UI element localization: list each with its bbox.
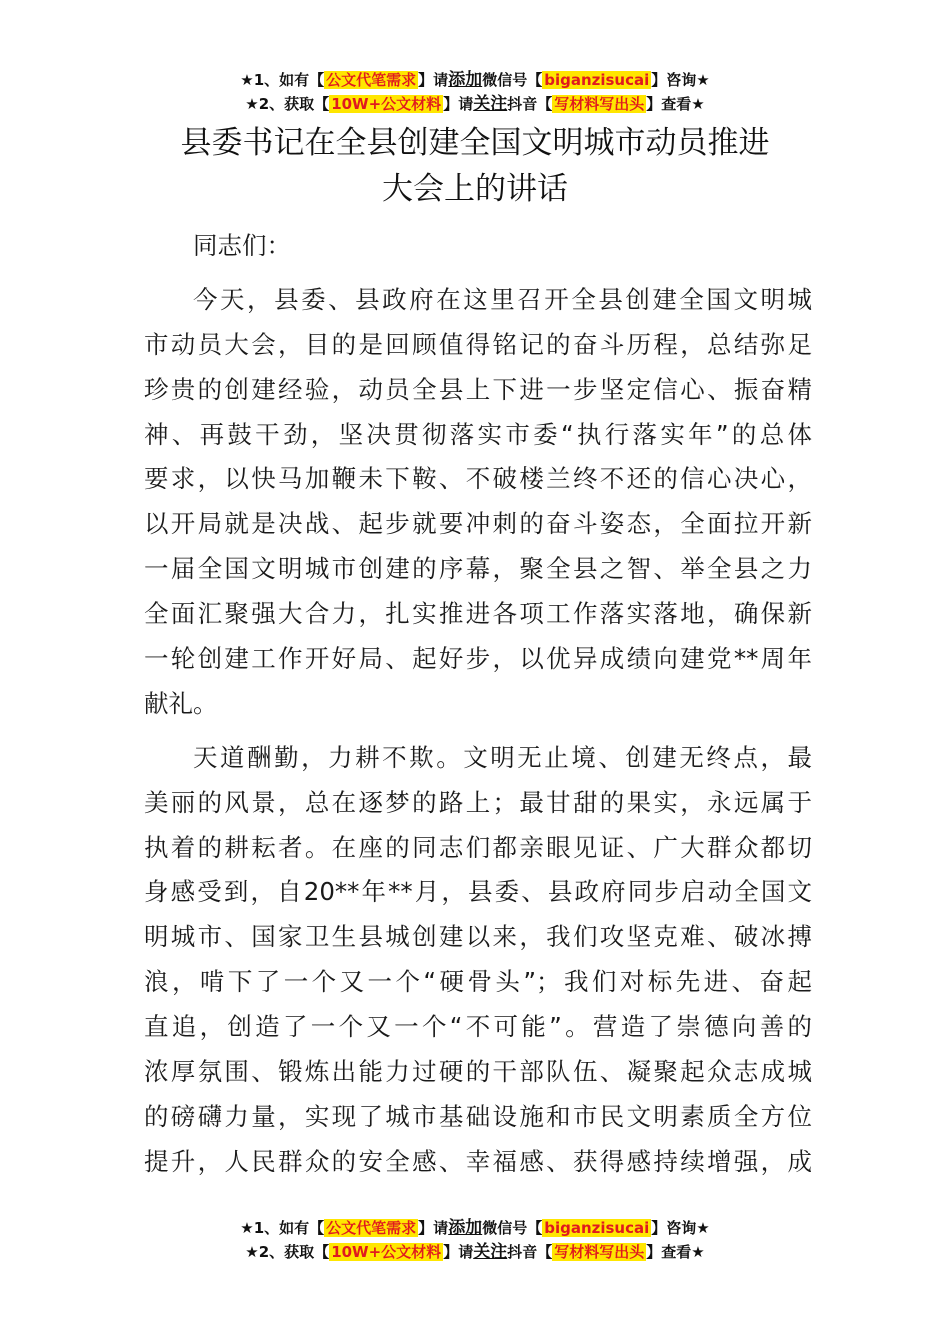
text-line: 执着的耕耘者。在座的同志们都亲眼见证、广大群众都切 xyxy=(144,832,812,862)
text-line: 今天，县委、县政府在这里召开全县创建全国文明城 xyxy=(193,284,812,314)
paragraph-2 xyxy=(144,736,812,1185)
banner-text: 】请 xyxy=(443,95,474,113)
banner-text: 】请 xyxy=(418,71,449,89)
document-title xyxy=(120,120,830,212)
banner-highlight: 10W+公文材料 xyxy=(331,95,442,113)
text-line: 市动员大会，目的是回顾值得铭记的奋斗历程，总结弥足 xyxy=(144,329,812,359)
banner-highlight: 写材料写出头 xyxy=(554,95,645,113)
title-line: 县委书记在全县创建全国文明城市动员推进 xyxy=(180,125,770,161)
text-line: 美丽的风景，总在逐梦的路上；最甘甜的果实，永远属于 xyxy=(144,787,812,817)
banner-line-1 xyxy=(0,1216,950,1240)
banner-text: ★2、获取【 xyxy=(245,95,330,113)
text-line: 的磅礴力量，实现了城市基础设施和市民文明素质全方位 xyxy=(144,1101,812,1131)
banner-highlight: 10W+公文材料 xyxy=(331,1243,442,1261)
banner-text: ★1、如有【 xyxy=(240,71,325,89)
banner-text: 抖音【 xyxy=(507,1243,553,1261)
header-banner xyxy=(0,68,950,116)
banner-highlight: 公文代笔需求 xyxy=(326,1219,417,1237)
banner-highlight: biganzisucai xyxy=(544,71,650,89)
banner-text: 抖音【 xyxy=(507,95,553,113)
banner-text: ★2、获取【 xyxy=(245,1243,330,1261)
text-line: 一届全国文明城市创建的序幕，聚全县之智、举全县之力 xyxy=(144,554,812,584)
banner-highlight: 公文代笔需求 xyxy=(326,71,417,89)
banner-text: 】查看★ xyxy=(646,95,705,113)
banner-highlight: biganzisucai xyxy=(544,1219,650,1237)
salutation: 同志们： xyxy=(193,231,291,260)
paragraph-1 xyxy=(144,278,812,727)
text-line: 提升，人民群众的安全感、幸福感、获得感持续增强，成 xyxy=(144,1146,812,1176)
banner-text: 微信号【 xyxy=(482,71,543,89)
text-line: 以开局就是决战、起步就要冲刺的奋斗姿态，全面拉开新 xyxy=(144,509,812,539)
banner-highlight: 写材料写出头 xyxy=(554,1243,645,1261)
banner-text: 】请 xyxy=(418,1219,449,1237)
banner-emphasis: 添加 xyxy=(448,1218,483,1238)
banner-line-1 xyxy=(0,68,950,92)
banner-emphasis: 关注 xyxy=(473,94,508,114)
text-line: 要求，以快马加鞭未下鞍、不破楼兰终不还的信心决心， xyxy=(144,464,812,494)
banner-emphasis: 关注 xyxy=(473,1242,508,1262)
text-line: 直追，创造了一个又一个“不可能”。营造了崇德向善的 xyxy=(144,1012,812,1042)
text-line: 全面汇聚强大合力，扎实推进各项工作落实落地，确保新 xyxy=(144,599,812,629)
banner-text: 】咨询★ xyxy=(651,71,710,89)
banner-text: 微信号【 xyxy=(482,1219,543,1237)
banner-text: 】查看★ xyxy=(646,1243,705,1261)
text-line: 献礼。 xyxy=(144,688,218,718)
banner-text: 】咨询★ xyxy=(651,1219,710,1237)
title-line: 大会上的讲话 xyxy=(382,171,568,207)
footer-banner xyxy=(0,1216,950,1264)
text-line: 神、再鼓干劲，坚决贯彻落实市委“执行落实年”的总体 xyxy=(144,419,812,449)
banner-text: ★1、如有【 xyxy=(240,1219,325,1237)
banner-text: 】请 xyxy=(443,1243,474,1261)
text-line: 一轮创建工作开好局、起好步，以优异成绩向建党**周年 xyxy=(144,644,812,674)
document-body xyxy=(144,224,812,1185)
text-line: 浪，啃下了一个又一个“硬骨头”；我们对标先进、奋起 xyxy=(144,967,812,997)
text-line: 珍贵的创建经验，动员全县上下进一步坚定信心、振奋精 xyxy=(144,374,812,404)
banner-emphasis: 添加 xyxy=(448,70,483,90)
text-line: 身感受到，自20**年**月，县委、县政府同步启动全国文 xyxy=(144,877,812,907)
banner-line-2 xyxy=(0,92,950,116)
text-line: 天道酬勤，力耕不欺。文明无止境、创建无终点，最 xyxy=(193,742,812,772)
text-line: 明城市、国家卫生县城创建以来，我们攻坚克难、破冰搏 xyxy=(144,922,812,952)
banner-line-2 xyxy=(0,1240,950,1264)
text-line: 浓厚氛围、锻炼出能力过硬的干部队伍、凝聚起众志成城 xyxy=(144,1057,812,1087)
